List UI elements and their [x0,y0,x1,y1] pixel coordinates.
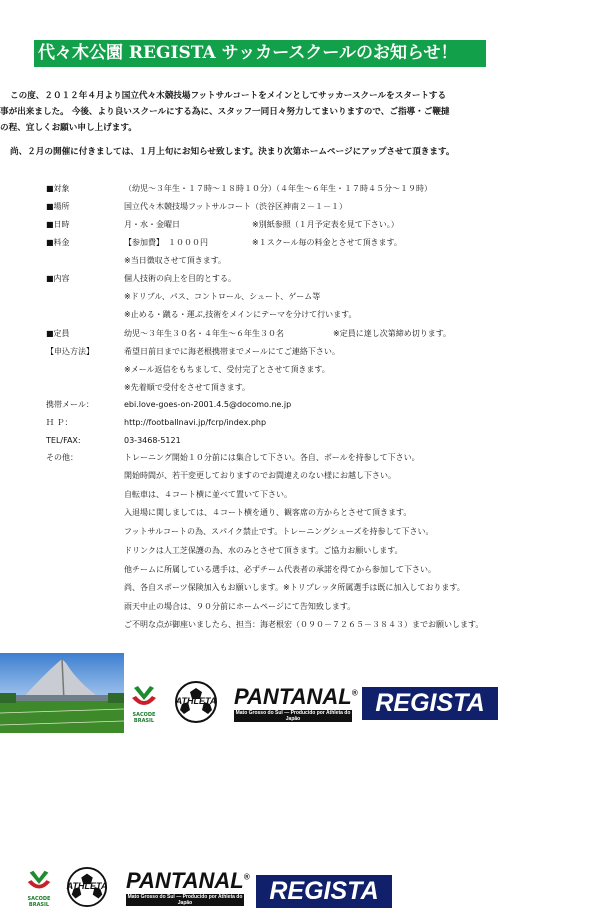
detail-row [0,254,600,268]
regista-logo: REGISTA [362,687,498,720]
pantanal-sub: Mato Grosso do Sul — Producido por Athleta do Japão [235,710,351,722]
athleta-text: ATHLETA [175,696,217,706]
sacode-text-2: SACODE BRASIL [27,896,51,908]
athleta-text-2: ATHLETA [66,881,108,891]
detail-value: ※先着順で受付をさせて頂きます。 [124,383,251,392]
detail-key: ■対象 [46,184,70,193]
intro-line: この度、２０１２年４月より国立代々木競技場フットサルコートをメインとしてサッカースクールをスタートする [10,91,447,101]
detail-value: ※当日徴収させて頂きます。 [124,256,227,265]
detail-row [0,308,600,322]
detail-value: 国立代々木競技場フットサルコート（渋谷区神南２－１－１） [124,202,348,211]
detail-value: ※ドリブル、パス、コントロール、シュート、ゲーム等 [124,292,321,301]
pantanal-text: PANTANAL [234,684,352,709]
detail-note: ※１スクール毎の料金とさせて頂きます。 [252,238,402,247]
detail-value: （幼児～３年生・１７時～１８時１０分）（４年生～６年生・１７時４５分～１９時） [124,184,432,193]
detail-row [0,218,600,232]
sacode-logo [128,684,160,722]
regista-logo-2: REGISTA [256,875,392,908]
detail-value: ご不明な点が御座いましたら、担当：海老根宏（０９０－７２６５－３８４３）までお願いします。 [124,620,484,629]
pantanal-logo [234,684,358,722]
detail-value: ebi.love-goes-on-2001.4.5@docomo.ne.jp [124,400,292,409]
detail-row [0,469,600,483]
detail-value: 入退場に関しましては、４コート横を通り、観客席の方からとさせて頂きます。 [124,508,412,517]
pantanal-logo-2 [126,868,250,906]
detail-row [0,618,600,632]
detail-note: ※別紙参照（１月予定表を見て下さい。） [252,220,399,229]
detail-note: ※定員に達し次第締め切ります。 [333,329,452,338]
detail-key: ■料金 [46,238,70,247]
detail-key: Ｈ Ｐ： [46,418,73,427]
detail-row [0,506,600,520]
sacode-text: SACODE BRASIL [132,712,156,724]
detail-row [0,581,600,595]
athleta-logo-2 [60,866,114,908]
detail-value: 開始時間が、若干変更しておりますのでお間違えのない様にお越し下さい。 [124,471,396,480]
detail-row [0,363,600,377]
detail-value: 幼児～３年生３０名・４年生～６年生３０名 [124,329,284,338]
detail-value: フットサルコートの為、スパイク禁止です。トレーニングシューズを持参して下さい。 [124,527,434,536]
detail-value: 雨天中止の場合は、９０分前にホームページにて告知致します。 [124,602,356,611]
stadium-photo [0,653,124,733]
detail-row [0,345,600,359]
detail-row [0,272,600,286]
detail-value: 月・水・金曜日 [124,220,180,229]
pantanal-sub-2: Mato Grosso do Sul — Producido por Athleta do Japão [127,894,243,906]
detail-key: ■日時 [46,220,70,229]
detail-row [0,451,600,465]
detail-value: http://footballnavi.jp/fcrp/index.php [124,418,267,427]
detail-value: 03-3468-5121 [124,436,181,445]
detail-key: TEL/FAX: [46,436,81,445]
detail-key: その他： [46,453,78,462]
intro-line: 事が出来ました。 今後、より良いスクールにする為に、スタッフ一同日々努力してまいりますので、ご指導・ご鞭撻 [0,107,450,117]
pantanal-reg-2: ® [243,872,250,882]
detail-row [0,290,600,304]
detail-key: 【申込方法】 [46,347,94,356]
detail-value: ※止める・蹴る・運ぶ,技術をメインにテーマを分けて行います。 [124,310,357,319]
detail-row [0,416,600,430]
detail-row [0,182,600,196]
pantanal-reg: ® [351,688,358,698]
detail-row [0,488,600,502]
detail-row [0,327,600,341]
detail-row [0,563,600,577]
detail-row [0,200,600,214]
detail-value: トレーニング開始１０分前には集合して下さい。各自、ボールを持参して下さい。 [124,453,420,462]
detail-key: ■内容 [46,274,70,283]
page-title: 代々木公園 REGISTA サッカースクールのお知らせ！ [34,40,486,67]
intro-line: 尚、２月の開催に付きましては、１月上旬にお知らせ致します。決まり次第ホームページにアップさせて頂きます。 [10,147,455,157]
detail-value: ドリンクは人工芝保護の為、水のみとさせて頂きます。ご協力お願いします。 [124,546,403,555]
detail-value: ※メール返信をもちまして、受付完了とさせて頂きます。 [124,365,330,374]
detail-row [0,434,600,448]
detail-value: 個人技術の向上を目的とする。 [124,274,236,283]
detail-value: 【参加費】 １０００円 [124,238,208,247]
detail-value: 他チームに所属している選手は、必ずチーム代表者の承諾を得てから参加して下さい。 [124,565,436,574]
detail-key: ■場所 [46,202,70,211]
detail-key: 携帯メール： [46,400,94,409]
detail-row [0,544,600,558]
detail-row [0,398,600,412]
pantanal-text-2: PANTANAL [126,868,244,893]
detail-row [0,381,600,395]
detail-row [0,600,600,614]
athleta-logo [168,680,224,724]
sacode-logo-2 [24,868,54,906]
detail-value: 希望日前日までに海老根携帯までメールにてご連絡下さい。 [124,347,340,356]
detail-row [0,236,600,250]
detail-value: 尚、各自スポーツ保険加入もお願いします。※トリプレッタ所属選手は既に加入しております。 [124,583,465,592]
intro-line: の程、宜しくお願い申し上げます。 [0,123,137,133]
detail-row [0,525,600,539]
detail-key: ■定員 [46,329,70,338]
detail-value: 自転車は、４コート横に並べて置いて下さい。 [124,490,292,499]
